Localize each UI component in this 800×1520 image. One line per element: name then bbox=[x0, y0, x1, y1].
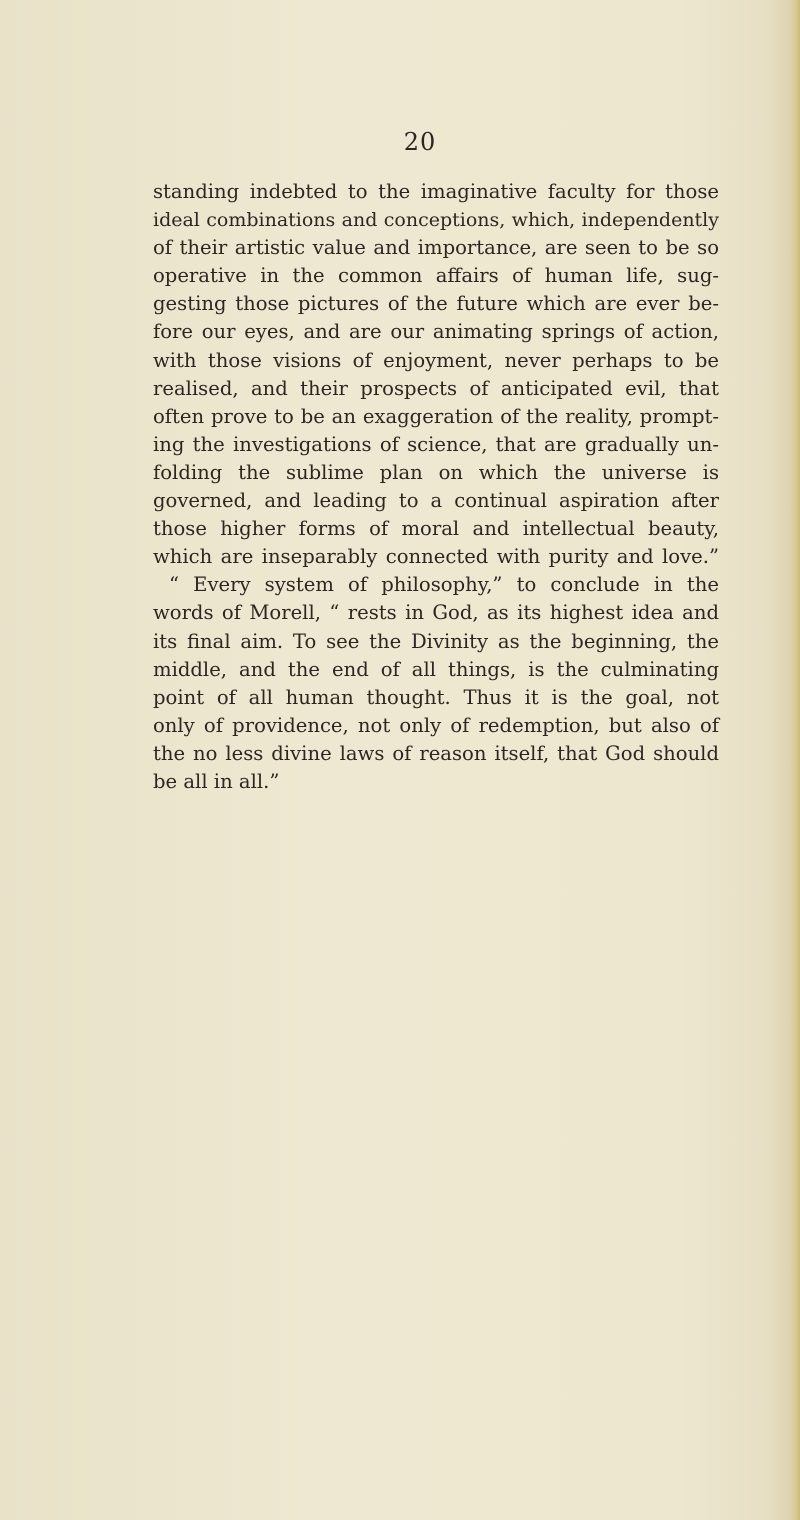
text-line: which are inseparably connected with purity and love.” bbox=[153, 545, 719, 569]
text-line: ideal combinations and conceptions, which, independently bbox=[153, 209, 719, 232]
text-line: gesting those pictures of the future which are ever be- bbox=[153, 292, 719, 316]
text-line: with those visions of enjoyment, never perhaps to be bbox=[153, 348, 719, 372]
text-line: only of providence, not only of redemption, but also of bbox=[153, 713, 719, 737]
text-line: be all in all.” bbox=[153, 769, 280, 793]
text-line: middle, and the end of all things, is the culminating bbox=[153, 657, 719, 681]
text-line: the no less divine laws of reason itself, that God should bbox=[153, 741, 719, 765]
text-line: words of Morell, “ rests in God, as its highest idea and bbox=[153, 601, 719, 625]
text-line: operative in the common affairs of human life, sug- bbox=[153, 264, 719, 288]
text-line: “ Every system of philosophy,” to conclude in the bbox=[169, 573, 719, 597]
page-edge-shadow bbox=[790, 0, 800, 1520]
text-line: ing the investigations of science, that are gradually un- bbox=[153, 432, 719, 456]
text-line: often prove to be an exaggeration of the reality, prompt- bbox=[153, 404, 719, 428]
text-line: folding the sublime plan on which the universe is bbox=[153, 460, 719, 484]
text-line: its final aim. To see the Divinity as the beginning, the bbox=[153, 629, 719, 653]
text-line: point of all human thought. Thus it is the goal, not bbox=[153, 685, 719, 709]
text-line: governed, and leading to a continual aspiration after bbox=[153, 489, 719, 513]
page-number: 20 bbox=[403, 128, 437, 156]
body-text bbox=[153, 178, 719, 796]
text-line: realised, and their prospects of anticipated evil, that bbox=[153, 376, 719, 400]
text-line: of their artistic value and importance, are seen to be so bbox=[153, 236, 719, 260]
text-line: those higher forms of moral and intellectual beauty, bbox=[153, 517, 719, 541]
text-line: standing indebted to the imaginative faculty for those bbox=[153, 180, 719, 203]
text-line: fore our eyes, and are our animating springs of action, bbox=[153, 320, 719, 344]
